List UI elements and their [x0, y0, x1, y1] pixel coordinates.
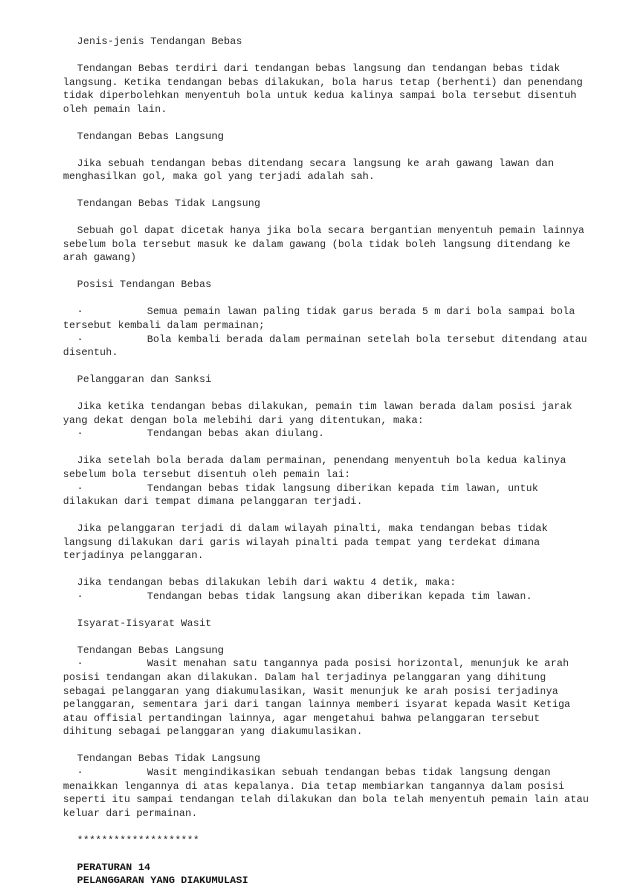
paragraph: Jika sebuah tendangan bebas ditendang secara langsung ke arah gawang lawan dan menghasilkan gol, maka gol yang terjadi adalah sah.	[63, 158, 554, 184]
rule-title: PERATURAN 14	[77, 862, 151, 874]
bullet-icon: ·	[77, 483, 84, 495]
section-heading: Isyarat-Iisyarat Wasit	[77, 618, 212, 630]
bullet-icon: ·	[77, 591, 84, 603]
list-item: · Tendangan bebas tidak langsung diberikan kepada tim lawan, untuk	[77, 483, 539, 495]
list-item: · Wasit mengindikasikan sebuah tendangan bebas tidak langsung dengan	[77, 768, 551, 780]
bullet-icon: ·	[77, 429, 84, 441]
document-page	[63, 36, 623, 889]
paragraph: Tendangan Bebas Tidak Langsung · Wasit mengindikasikan sebuah tendangan bebas tidak langsung dengan menaikkan lengannya di atas kepalanya. Dia tetap membiarkan tangannya dalam posisi seperti itu sampai tendangan telah dilakukan dan bola telah menyentuh pemain lain atau keluar dari permainan.	[63, 753, 623, 821]
paragraph: Jika setelah bola berada dalam permainan, penendang menyentuh bola kedua kalinya sebelum bola tersebut disentuh oleh pemain lai: · Tendangan bebas tidak langsung diberikan kepada tim lawan, untuk dilakukan dari tempat dimana pelanggaran terjadi.	[63, 455, 623, 509]
paragraph: Sebuah gol dapat dicetak hanya jika bola secara bergantian menyentuh pemain lainnya sebelum bola tersebut masuk ke dalam gawang (bola tidak boleh langsung ditendang ke arah gawang)	[63, 226, 585, 265]
section-heading: Tendangan Bebas Langsung	[77, 131, 224, 143]
bullet-icon: ·	[77, 768, 84, 780]
paragraph: Tendangan Bebas Langsung · Wasit menahan satu tangannya pada posisi horizontal, menunjuk ke arah posisi tendangan akan dilakukan. Dalam hal terjadinya pelanggaran yang dihitung sebagai pelanggaran yang diakumulasikan, Wasit menunjuk ke arah posisi terjadinya pelanggaran, sementara jari dari tangan lainnya memberi isyarat kepada Wasit Ketiga atau offisial pertandingan lainnya, agar mengetahui bahwa pelanggaran tersebut dihitung sebagai pelanggaran yang diakumulasikan.	[63, 645, 623, 740]
bullet-icon: ·	[77, 334, 84, 346]
list-item: · Tendangan bebas tidak langsung akan diberikan kepada tim lawan.	[77, 591, 533, 603]
sub-heading: Tendangan Bebas Langsung	[77, 645, 224, 657]
bullet-icon: ·	[77, 307, 84, 319]
section-heading: Jenis-jenis Tendangan Bebas	[77, 37, 243, 48]
paragraph: Jika ketika tendangan bebas dilakukan, pemain tim lawan berada dalam posisi jarak yang dekat dengan bola melebihi dari yang ditentukan, maka: · Tendangan bebas akan diulang.	[63, 401, 623, 442]
bullet-icon: ·	[77, 659, 84, 671]
list-item: · Semua pemain lawan paling tidak garus berada 5 m dari bola sampai bola	[77, 307, 575, 319]
bullet-list: · Semua pemain lawan paling tidak garus berada 5 m dari bola sampai bola tersebut kembali dalam permainan; · Bola kembali berada dalam permainan setelah bola tersebut ditendang atau disentuh.	[63, 306, 623, 360]
paragraph: Tendangan Bebas terdiri dari tendangan bebas langsung dan tendangan bebas tidak langsung. Ketika tendangan bebas dilakukan, bola harus tetap (berhenti) dan penendang tidak diperbolehkan menyentuh bola untuk kedua kalinya sampai bola tersebut disentuh oleh pemain lain.	[63, 63, 583, 116]
sub-heading: Tendangan Bebas Tidak Langsung	[77, 754, 261, 766]
list-item: · Bola kembali berada dalam permainan setelah bola tersebut ditendang atau	[77, 334, 588, 346]
section-heading: Tendangan Bebas Tidak Langsung	[77, 199, 261, 211]
paragraph: Jika pelanggaran terjadi di dalam wilayah pinalti, maka tendangan bebas tidak langsung dilakukan dari garis wilayah pinalti pada tempat yang terdekat dimana terjadinya pelanggaran.	[63, 524, 548, 563]
list-item: · Tendangan bebas akan diulang.	[77, 429, 325, 441]
separator: ********************	[77, 835, 200, 847]
section-heading: Posisi Tendangan Bebas	[77, 280, 212, 292]
list-item: · Wasit menahan satu tangannya pada posisi horizontal, menunjuk ke arah	[77, 659, 569, 671]
rule-subtitle: PELANGGARAN YANG DIAKUMULASI	[77, 876, 249, 888]
section-heading: Pelanggaran dan Sanksi	[77, 375, 212, 387]
paragraph: Jika tendangan bebas dilakukan lebih dari waktu 4 detik, maka: · Tendangan bebas tidak langsung akan diberikan kepada tim lawan.	[63, 577, 623, 604]
